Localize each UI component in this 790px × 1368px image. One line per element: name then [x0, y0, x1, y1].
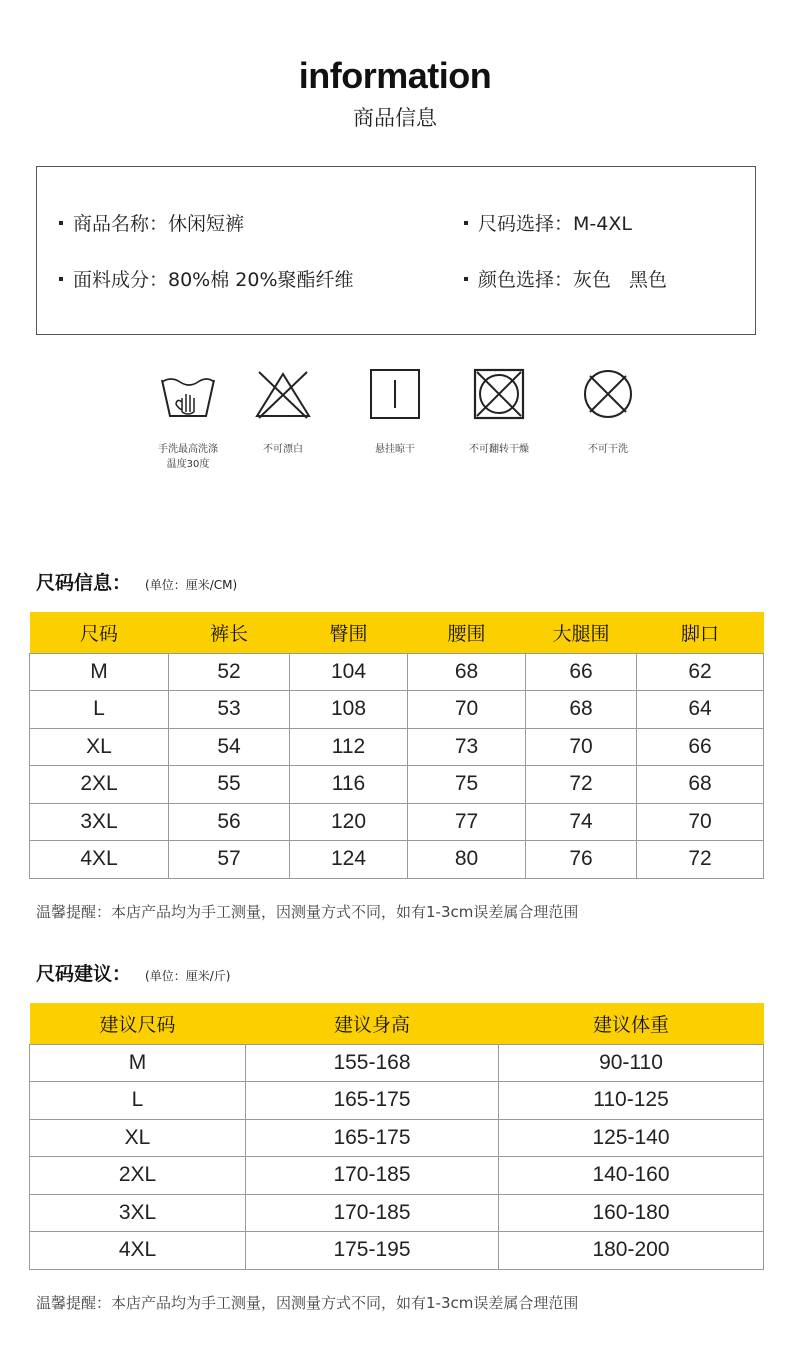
- col-header: 臀围: [290, 612, 408, 653]
- measurement-note: 温馨提醒：本店产品均为手工测量，因测量方式不同，如有1-3cm误差属合理范围: [36, 903, 579, 921]
- table-cell: 56: [169, 803, 290, 841]
- table-cell: 4XL: [30, 1232, 246, 1270]
- col-header: 建议尺码: [30, 1003, 246, 1044]
- col-header: 大腿围: [526, 612, 637, 653]
- table-cell: 124: [290, 841, 408, 879]
- info-color: 颜色选择：灰色 黑色: [464, 265, 667, 292]
- table-cell: M: [30, 653, 169, 691]
- table-cell: 52: [169, 653, 290, 691]
- table-cell: 3XL: [30, 1194, 246, 1232]
- table-cell: 74: [526, 803, 637, 841]
- bullet-icon: [59, 277, 63, 281]
- table-row: [30, 803, 764, 841]
- table-cell: 68: [637, 766, 764, 804]
- table-cell: 2XL: [30, 766, 169, 804]
- table-cell: M: [30, 1044, 246, 1082]
- line-dry-icon: [365, 368, 425, 420]
- table-cell: 66: [526, 653, 637, 691]
- no-tumble-dry-icon: [469, 368, 529, 420]
- table-row: [30, 691, 764, 729]
- table-cell: 66: [637, 728, 764, 766]
- table-cell: 90-110: [499, 1044, 764, 1082]
- table-cell: L: [30, 1082, 246, 1120]
- col-header: 建议身高: [246, 1003, 499, 1044]
- bullet-icon: [464, 221, 468, 225]
- table-row: [30, 841, 764, 879]
- table-cell: 76: [526, 841, 637, 879]
- table-cell: 4XL: [30, 841, 169, 879]
- table-row: [30, 728, 764, 766]
- page-subtitle: 商品信息: [353, 106, 437, 130]
- table-cell: 170-185: [246, 1157, 499, 1195]
- care-hand-wash: 手洗最高洗涤温度30度: [148, 368, 228, 472]
- table-row: [30, 1119, 764, 1157]
- measurement-note: 温馨提醒：本店产品均为手工测量，因测量方式不同，如有1-3cm误差属合理范围: [36, 1294, 579, 1312]
- col-header: 尺码: [30, 612, 169, 653]
- table-cell: 140-160: [499, 1157, 764, 1195]
- table-row: [30, 653, 764, 691]
- no-bleach-icon: [253, 368, 313, 420]
- table-cell: 55: [169, 766, 290, 804]
- table-cell: 72: [637, 841, 764, 879]
- table-cell: 73: [408, 728, 526, 766]
- table-row: [30, 1194, 764, 1232]
- bullet-icon: [59, 221, 63, 225]
- table-cell: 112: [290, 728, 408, 766]
- table-header-row: [30, 612, 764, 653]
- table-cell: 53: [169, 691, 290, 729]
- table-cell: 165-175: [246, 1082, 499, 1120]
- table-cell: 110-125: [499, 1082, 764, 1120]
- info-fabric: 面料成分：80%棉 20%聚酯纤维: [59, 265, 354, 292]
- col-header: 建议体重: [499, 1003, 764, 1044]
- care-no-tumble-dry: 不可翻转干燥: [459, 368, 539, 457]
- table-cell: 72: [526, 766, 637, 804]
- table-cell: 2XL: [30, 1157, 246, 1195]
- table-cell: 160-180: [499, 1194, 764, 1232]
- col-header: 裤长: [169, 612, 290, 653]
- table-cell: 70: [408, 691, 526, 729]
- size-advice-unit: (单位：厘米/斤): [145, 969, 231, 983]
- table-cell: 155-168: [246, 1044, 499, 1082]
- page-title: information: [298, 55, 492, 96]
- table-cell: 64: [637, 691, 764, 729]
- size-advice-heading: 尺码建议： (单位：厘米/斤): [36, 963, 231, 985]
- care-line-dry: 悬挂晾干: [355, 368, 435, 457]
- size-info-unit: (单位：厘米/CM): [145, 578, 238, 592]
- table-cell: 120: [290, 803, 408, 841]
- table-cell: 80: [408, 841, 526, 879]
- table-cell: 116: [290, 766, 408, 804]
- table-row: [30, 1082, 764, 1120]
- table-cell: 108: [290, 691, 408, 729]
- table-cell: 125-140: [499, 1119, 764, 1157]
- product-info-box: [36, 166, 756, 335]
- hand-wash-icon: [158, 368, 218, 420]
- table-cell: 180-200: [499, 1232, 764, 1270]
- table-row: [30, 1044, 764, 1082]
- table-row: [30, 1157, 764, 1195]
- table-cell: 68: [408, 653, 526, 691]
- table-cell: 70: [637, 803, 764, 841]
- info-size-range: 尺码选择：M-4XL: [464, 209, 632, 236]
- table-row: [30, 1232, 764, 1270]
- col-header: 腰围: [408, 612, 526, 653]
- table-cell: 104: [290, 653, 408, 691]
- size-advice-table: [29, 1003, 764, 1270]
- table-cell: 68: [526, 691, 637, 729]
- info-product-name: 商品名称：休闲短裤: [59, 209, 244, 236]
- table-cell: 57: [169, 841, 290, 879]
- bullet-icon: [464, 277, 468, 281]
- table-cell: XL: [30, 1119, 246, 1157]
- table-cell: 62: [637, 653, 764, 691]
- size-info-heading: 尺码信息： (单位：厘米/CM): [36, 572, 238, 594]
- care-no-bleach: 不可漂白: [243, 368, 323, 457]
- table-cell: 3XL: [30, 803, 169, 841]
- care-no-dry-clean: 不可干洗: [568, 368, 648, 457]
- no-dry-clean-icon: [578, 368, 638, 420]
- table-header-row: [30, 1003, 764, 1044]
- table-cell: 77: [408, 803, 526, 841]
- table-cell: 170-185: [246, 1194, 499, 1232]
- table-cell: 70: [526, 728, 637, 766]
- table-cell: 75: [408, 766, 526, 804]
- table-cell: 175-195: [246, 1232, 499, 1270]
- table-row: [30, 766, 764, 804]
- size-info-table: [29, 612, 764, 879]
- table-cell: XL: [30, 728, 169, 766]
- table-cell: L: [30, 691, 169, 729]
- table-cell: 165-175: [246, 1119, 499, 1157]
- table-cell: 54: [169, 728, 290, 766]
- col-header: 脚口: [637, 612, 764, 653]
